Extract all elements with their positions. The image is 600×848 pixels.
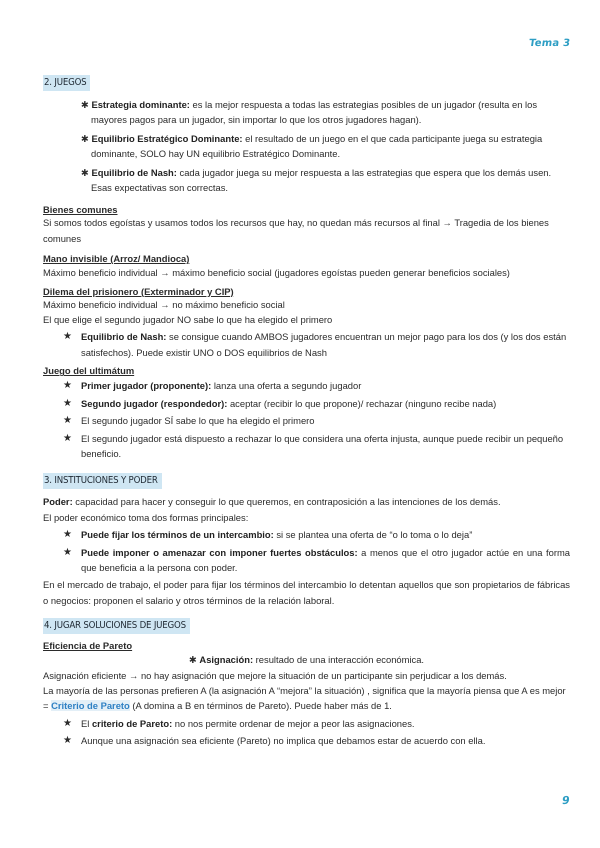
section-heading-juegos: 2. JUEGOS [43,75,90,91]
list-item: ✱ Equilibrio Estratégico Dominante: el resultado de un juego en el que cada participante juega su estrategia dominante, SOLO hay UN equilibrio Estratégico Dominante. [81,132,543,160]
criterio-pareto-highlight: Criterio de Pareto [51,700,130,712]
section-heading-jugar-soluciones: 4. JUGAR SOLUCIONES DE JUEGOS [43,618,190,634]
star-icon: ★ [63,717,72,729]
star-icon: ★ [63,529,72,541]
list-item: ★ El criterio de Pareto: no nos permite ordenar de mejor a peor las asignaciones. [43,716,570,731]
list-item: ★ Aunque una asignación sea eficiente (Pareto) no implica que debamos estar de acuerdo con ella. [43,733,570,748]
subheading-ultimatum: Juego del ultimátum [43,366,135,377]
star-icon: ★ [63,432,72,444]
list-item: ✱ Asignación: resultado de una interacción económica. [188,654,425,666]
paragraph: El que elige el segundo jugador NO sabe lo que ha elegido el primero [43,314,333,326]
asterisk-icon: ✱ [81,132,92,144]
star-icon: ★ [63,380,72,392]
paragraph: En el mercado de trabajo, el poder para fijar los términos del intercambio lo detentan aquellos que son propietarios de fábricas o negocios: proponen el salario y otros términos de la relación laboral. [43,579,570,606]
subheading-bienes-comunes: Bienes comunes [43,205,118,216]
subheading-dilema-prisionero: Dilema del prisionero (Exterminador y CIP) [43,286,234,297]
star-icon: ★ [63,415,72,427]
star-icon: ★ [63,546,72,558]
topic-label: Tema 3 [528,38,571,49]
subheading-mano-invisible: Mano invisible (Arroz/ Mandioca) [43,253,190,265]
section-heading-instituciones: 3. INSTITUCIONES Y PODER [43,473,162,489]
paragraph: Si somos todos egoístas y usamos todos los recursos que hay, no quedan más recursos al final → Tragedia de los bienes comunes [43,217,549,244]
star-icon: ★ [63,735,72,747]
list-item: ★ Puede imponer o amenazar con imponer fuertes obstáculos: a menos que el otro jugador actúe en una forma que beneficia a la persona con poder. [63,546,570,573]
page-content [43,74,570,751]
paragraph: Máximo beneficio individual → no máximo beneficio social [43,298,285,310]
paragraph: El poder económico toma dos formas principales: [43,511,249,523]
list-item: ★ Segundo jugador (respondedor): aceptar (recibir lo que propone)/ rechazar (ninguno recibe nada) [43,396,570,411]
asterisk-icon: ✱ [81,99,92,110]
star-icon: ★ [63,331,72,343]
subheading-eficiencia-pareto: Eficiencia de Pareto [43,640,133,652]
list-item: ★ El segundo jugador SÍ sabe lo que ha elegido el primero [43,413,570,428]
list-item: ★ El segundo jugador está dispuesto a rechazar lo que considera una oferta injusta, aunque puede recibir un pequeño beneficio. [63,432,564,459]
list-item: ★ Puede fijar los términos de un intercambio: si se plantea una oferta de “o lo toma o lo deja” [43,527,570,542]
paragraph: Asignación eficiente → no hay asignación que mejore la situación de un participante sin perjudicar a los demás. [43,669,507,681]
paragraph: Poder: capacidad para hacer y conseguir lo que queremos, en contraposición a las intenciones de los demás. [43,496,501,508]
list-item: ✱ Estrategia dominante: es la mejor respuesta a todas las estrategias posibles de un jugador (resulta en los mayores pagos para un jugador, sin importar lo que los otros jugadores hagan). [81,99,538,126]
list-item: ✱ Equilibrio de Nash: cada jugador juega su mejor respuesta a las estrategias que espera que los demás usen. Esas expectativas son correctas. [81,166,552,194]
asterisk-icon: ✱ [81,166,92,178]
list-item: ★ Equilibrio de Nash: se consigue cuando AMBOS jugadores encuentran un mejor pago para los dos (y los dos están satisfechos). Puede existir UNO o DOS equilibrios de Nash [63,331,567,358]
page-number: 9 [561,794,571,807]
star-icon: ★ [63,397,72,409]
paragraph: La mayoría de las personas prefieren A (la asignación A “mejora” la situación) , significa que la mayoría piensa que A es mejor = Criterio de Pareto (A domina a B en términos de Pareto). Puede haber más de 1. [43,684,566,712]
paragraph: Máximo beneficio individual → máximo beneficio social (jugadores egoístas pueden generar beneficios sociales) [43,267,510,279]
asterisk-icon: ✱ [188,654,200,666]
list-item: ★ Primer jugador (proponente): lanza una oferta a segundo jugador [43,378,570,393]
